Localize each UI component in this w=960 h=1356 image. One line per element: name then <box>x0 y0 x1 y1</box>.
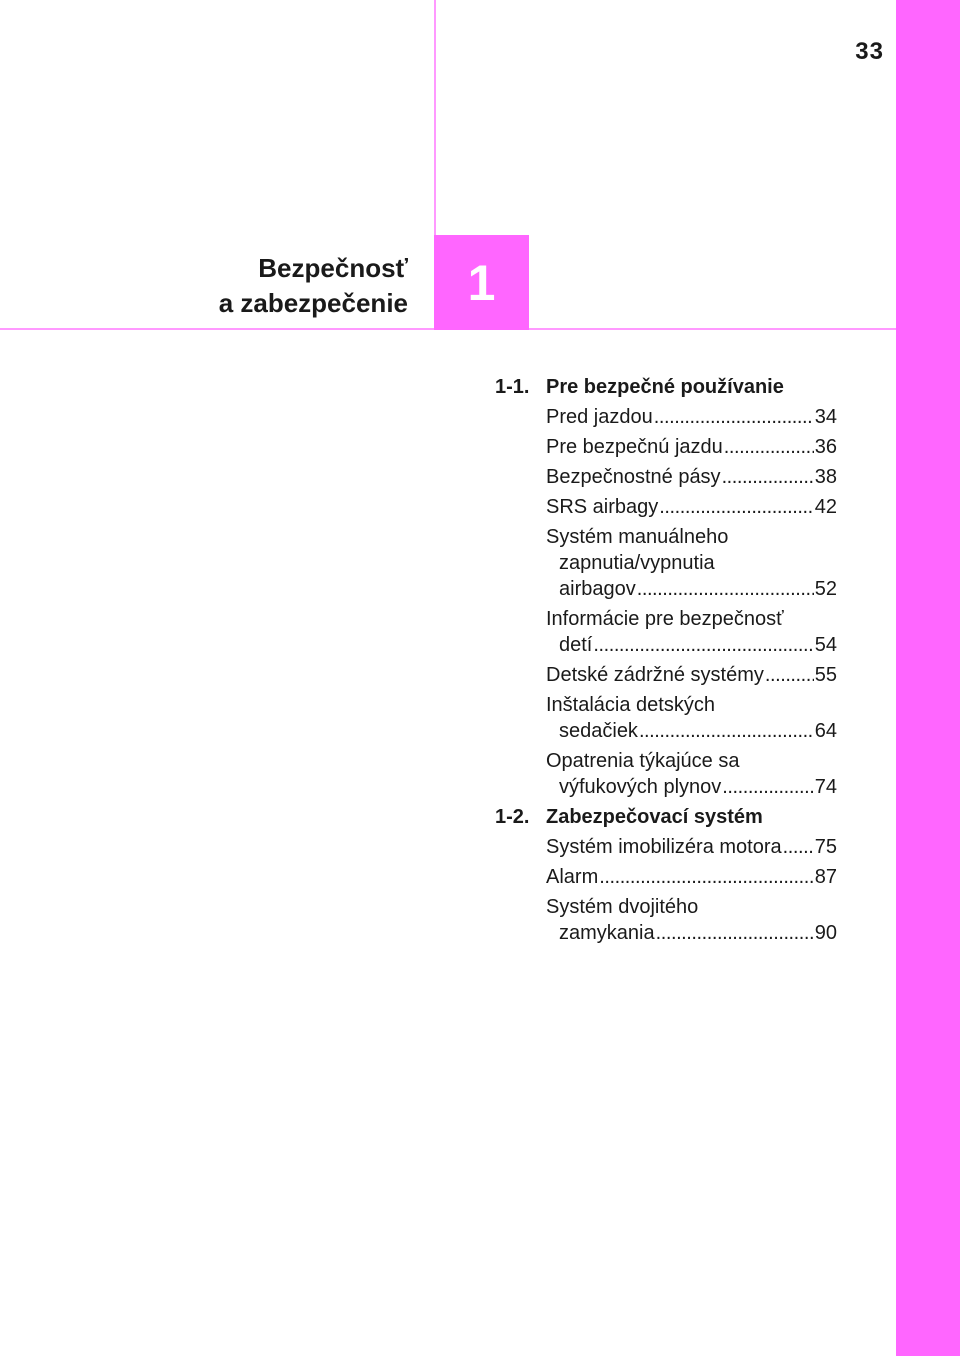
section-number: 1-2. <box>495 806 530 828</box>
toc-entry[interactable] <box>546 832 837 862</box>
toc-entry-text: zapnutia/vypnutia <box>559 552 715 574</box>
toc-entry-line <box>546 894 837 920</box>
toc-entry-text: Informácie pre bezpečnosť <box>546 608 784 630</box>
toc-page-number: 75 <box>814 836 837 858</box>
toc-entry[interactable] <box>546 402 837 432</box>
leader-dots <box>724 434 814 460</box>
page-number: 33 <box>855 38 884 65</box>
toc-entry-line <box>546 662 837 688</box>
leader-dots <box>659 494 813 520</box>
toc-entry-text: sedačiek <box>559 720 638 742</box>
chapter-title <box>219 251 408 321</box>
toc-entry[interactable] <box>546 432 837 462</box>
toc-entry-text: Alarm <box>546 866 599 888</box>
toc-entry-text: Pre bezpečnú jazdu <box>546 436 723 458</box>
leader-dots <box>639 718 814 744</box>
toc-entry-line <box>546 920 837 946</box>
leader-dots <box>599 864 814 890</box>
leader-dots <box>765 662 814 688</box>
toc-entry-text: Systém manuálneho <box>546 526 729 548</box>
toc-entry[interactable] <box>546 690 837 746</box>
toc-entry-line <box>546 404 837 430</box>
leader-dots <box>722 774 813 800</box>
toc-entry-line <box>546 692 837 718</box>
chapter-title-line-2: a zabezpečenie <box>218 288 408 318</box>
toc-page-number: 87 <box>814 866 837 888</box>
toc-entry-text: zamykania <box>559 922 655 944</box>
toc-page-number: 38 <box>814 466 837 488</box>
section-title: Pre bezpečné používanie <box>546 376 784 398</box>
toc-entry[interactable] <box>546 462 837 492</box>
toc-page-number: 42 <box>814 496 837 518</box>
toc-entry-text: Bezpečnostné pásy <box>546 466 721 488</box>
toc-entry-line <box>546 834 837 860</box>
toc-entry-text: Systém dvojitého <box>546 896 699 918</box>
toc-entry[interactable] <box>546 746 837 802</box>
toc-entry-line <box>546 464 837 490</box>
toc-page-number: 74 <box>814 776 837 798</box>
toc-entry-line <box>546 864 837 890</box>
section-title: Zabezpečovací systém <box>546 806 763 828</box>
toc-entry-line <box>546 576 837 602</box>
toc-page-number: 90 <box>814 922 837 944</box>
section-heading <box>495 802 837 832</box>
toc-entry[interactable] <box>546 862 837 892</box>
toc-page-number: 64 <box>814 720 837 742</box>
toc-entry-text: Systém imobilizéra motora <box>546 836 782 858</box>
toc-entry[interactable] <box>546 522 837 604</box>
toc-entry-line <box>546 434 837 460</box>
toc-entry-line <box>546 748 837 774</box>
toc-entry-text: Inštalácia detských <box>546 694 715 716</box>
toc-entry-line <box>546 774 837 800</box>
toc-entry[interactable] <box>546 892 837 948</box>
toc-entry-text: výfukových plynov <box>559 776 722 798</box>
toc-entry-text: Opatrenia týkajúce sa <box>546 750 740 772</box>
leader-dots <box>656 920 814 946</box>
toc-page-number: 36 <box>814 436 837 458</box>
toc-entry-line <box>546 632 837 658</box>
toc-entry-line <box>546 550 837 576</box>
chapter-title-line-1: Bezpečnosť <box>258 253 408 283</box>
leader-dots <box>637 576 814 602</box>
toc-entry[interactable] <box>546 604 837 660</box>
toc-page-number: 54 <box>814 634 837 656</box>
toc-entry-line <box>546 494 837 520</box>
leader-dots <box>593 632 813 658</box>
toc-entry-text: Detské zádržné systémy <box>546 664 764 686</box>
toc-entry-text: SRS airbagy <box>546 496 659 518</box>
section-heading <box>495 372 837 402</box>
toc-page-number: 34 <box>814 406 837 428</box>
toc-entry-text: Pred jazdou <box>546 406 653 428</box>
toc-entry-line <box>546 606 837 632</box>
section-number: 1-1. <box>495 376 530 398</box>
toc-entry-line <box>546 718 837 744</box>
chapter-number-box <box>434 235 529 330</box>
leader-dots <box>654 404 814 430</box>
toc-page-number: 55 <box>814 664 837 686</box>
side-color-tab <box>896 0 960 1356</box>
leader-dots <box>783 834 814 860</box>
chapter-number: 1 <box>467 254 496 311</box>
toc-entry-text: detí <box>559 634 593 656</box>
toc-page-number: 52 <box>814 578 837 600</box>
toc-entry[interactable] <box>546 660 837 690</box>
toc-entry-line <box>546 524 837 550</box>
toc-entry[interactable] <box>546 492 837 522</box>
table-of-contents <box>495 372 837 948</box>
leader-dots <box>722 464 814 490</box>
toc-entry-text: airbagov <box>559 578 636 600</box>
